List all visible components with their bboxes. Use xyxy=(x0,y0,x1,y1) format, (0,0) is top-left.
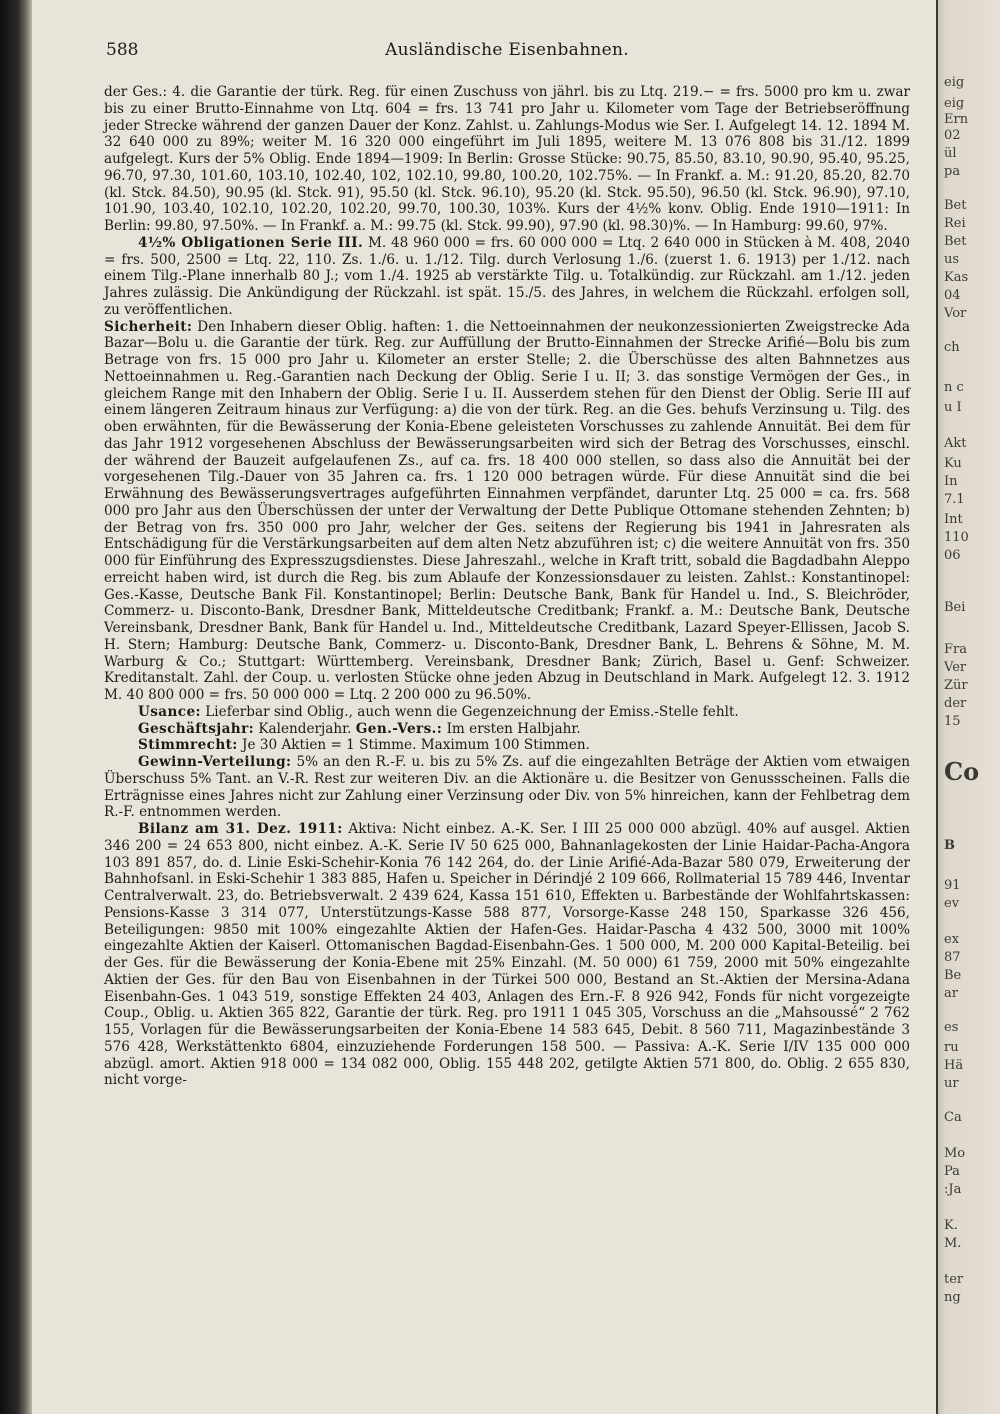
paragraph-text: Im ersten Halbjahr. xyxy=(446,720,581,737)
section-heading: Usance: xyxy=(138,703,201,720)
margin-fragment: Kas xyxy=(944,270,969,285)
paragraph-gewinn-verteilung xyxy=(104,754,910,821)
margin-fragment: In xyxy=(944,474,958,489)
margin-fragment: u I xyxy=(944,400,962,415)
margin-fragment: es xyxy=(944,1020,959,1035)
section-heading: Geschäftsjahr: xyxy=(138,720,255,737)
margin-fragment: K. xyxy=(944,1218,958,1233)
page-header xyxy=(104,40,910,66)
page-number: 588 xyxy=(106,40,139,60)
section-heading: Bilanz am 31. Dez. 1911: xyxy=(138,821,343,837)
margin-fragment: Mo xyxy=(944,1146,966,1161)
adjacent-page-margin xyxy=(936,0,1000,1414)
margin-fragment: Akt xyxy=(944,436,967,451)
paragraph-bilanz xyxy=(104,821,910,1089)
margin-fragment: 110 xyxy=(944,530,969,545)
margin-fragment: Ver xyxy=(944,660,967,675)
paragraph-text: Kalenderjahr. xyxy=(258,720,352,737)
margin-fragment: 04 xyxy=(944,288,961,303)
margin-fragment: der xyxy=(944,696,967,711)
book-binding-shadow xyxy=(0,0,32,1414)
margin-fragment: 87 xyxy=(944,950,961,965)
margin-fragment: Be xyxy=(944,968,962,983)
margin-fragment: n c xyxy=(944,380,964,395)
margin-fragment: ng xyxy=(944,1290,961,1305)
margin-fragment: ur xyxy=(944,1076,959,1091)
paragraph-text: M. 48 960 000 = frs. 60 000 000 = Ltq. 2 640 000 in Stücken à M. 408, 2040 = frs. 500, 2500 = Ltq. 22, 110. Zs. 1./6. u. 1./12. Tilg. durch Verlosung 1./6. (zuerst 1. 6. 1913) per 1./12. nach einem Tilg.-Plane innerhalb 80 J.; vom 1./4. 1925 ab verstärkte Tilg. u. Totalkündig. zur Rückzahl. am 1./12. jeden Jahres zulässig. Die Ankündigung der Rückzahl. ist spät. 15./5. des Jahres, in welchem die Rückzahl. erfolgen soll, zu veröffentlichen. xyxy=(104,234,911,318)
margin-fragment: Rei xyxy=(944,216,966,231)
margin-fragment: eig xyxy=(944,96,965,111)
paragraph-text: Je 30 Aktien = 1 Stimme. Maximum 100 Stimmen. xyxy=(242,737,590,754)
paragraph-stimmrecht xyxy=(104,737,910,754)
paragraph-text: Lieferbar sind Oblig., auch wenn die Gegenzeichnung der Emiss.-Stelle fehlt. xyxy=(205,703,739,720)
section-heading: Stimmrecht: xyxy=(138,737,238,754)
paragraph-obligationen-serie-iii xyxy=(104,235,910,319)
section-heading: Gen.-Vers.: xyxy=(355,720,443,737)
margin-fragment: ch xyxy=(944,340,960,355)
margin-fragment: ex xyxy=(944,932,960,947)
margin-fragment: Vor xyxy=(944,306,967,321)
margin-fragment: Co xyxy=(944,757,980,786)
margin-fragment: ar xyxy=(944,986,958,1001)
paragraph-geschaeftsjahr xyxy=(104,721,910,738)
paragraph-text: 5% an den R.-F. u. bis zu 5% Zs. auf die eingezahlten Beträge der Aktien vom etwaigen Überschuss 5% Tant. an V.-R. Rest zur weiteren Div. an die Aktionäre u. die Besitzer von Genussscheinen. Falls die Erträgnisse eines Jahres nicht zur Zahlung einer Verzinsung oder Div. von 5% hinreichen, kann der Fehlbetrag dem R.-F. entnommen werden. xyxy=(104,754,910,821)
paragraph-sicherheit xyxy=(104,319,910,704)
paragraph-series-ii-guarantee xyxy=(104,84,910,235)
margin-fragment: pa xyxy=(944,164,961,179)
margin-fragment: 91 xyxy=(944,878,961,893)
margin-fragment: Ku xyxy=(944,456,962,471)
margin-fragment: ül xyxy=(944,146,957,161)
margin-fragment: 06 xyxy=(944,548,961,563)
margin-fragment: 02 xyxy=(944,128,961,143)
paragraph-usance xyxy=(104,704,910,721)
margin-fragment: M. xyxy=(944,1236,962,1251)
margin-fragment: ev xyxy=(944,896,960,911)
margin-fragment: Ern xyxy=(944,112,969,127)
margin-fragment: 7.1 xyxy=(944,492,965,507)
margin-fragment: Int xyxy=(944,512,963,527)
section-heading: Sicherheit: xyxy=(104,318,193,335)
margin-fragment: eig xyxy=(944,75,965,90)
section-heading: 4½% Obligationen Serie III. xyxy=(138,234,364,251)
margin-fragment: ter xyxy=(944,1272,964,1287)
margin-fragment: Zür xyxy=(944,678,968,693)
margin-fragment: :Ja xyxy=(944,1182,962,1197)
paragraph-text: Den Inhabern dieser Oblig. haften: 1. die Nettoeinnahmen der neukonzessionierten Zweigstrecke Ada Bazar—Bolu u. die Garantie der türk. Reg. zur Auffüllung der Brutto-Einnahmen der Strecke Arifié—Bolu bis zum Betrage von frs. 15 000 pro Jahr u. Kilometer an erster Stelle; 2. die Überschüsse des alten Bahnnetzes aus Nettoeinnahmen u. Reg.-Garantien nach Deckung der Oblig. Serie I u. II; 3. das sonstige Vermögen der Ges., in gleichem Range mit den Inhabern der Oblig. Serie I u. II. Ausserdem stehen für den Dienst der Oblig. Serie III auf einem längeren Zeitraum hinaus zur Verfügung: a) die von der türk. Reg. an die Ges. behufs Verzinsung u. Tilg. des oben erwähnten, für die Bewässerung der Konia-Ebene geleisteten Vorschusses zu zahlende Annuität. Bei dem für das Jahr 1912 vorgesehenen Abschluss der Bewässerungsarbeiten wird sich der Betrag des Vorschusses, einschl. der während der Bauzeit aufgelaufenen Zs., auf ca. frs. 18 400 000 stellen, so dass also die Annuität bei der vorgesehenen Tilg.-Dauer von 35 Jahren ca. frs. 1 120 000 betragen würde. Für diese Annuität sind die bei Erwähnung des Bewässerungsvertrages aufgeführten Einnahmen verpfändet, darunter Ltq. 25 000 = ca. frs. 568 000 pro Jahr aus den Überschüssen der unter der Verwaltung der Dette Publique Ottomane stehenden Zehnten; b) der Betrag von frs. 350 000 pro Jahr, welcher der Ges. seitens der Regierung bis 1941 in Jahresraten als Entschädigung für die Verstärkungsarbeiten auf dem alten Netz abzuführen ist; c) die weitere Annuität von frs. 350 000 für Einführung des Expresszugsdienstes. Diese Jahreszahl., welche in Kraft tritt, sobald die Bagdadbahn Aleppo erreicht haben wird, ist durch die Reg. bis zum Ablaufe der Konzessionsdauer zu leisten. Zahlst.: Konstantinopel: Ges.-Kasse, Deutsche Bank Fil. Konstantinopel; Berlin: Deutsche Bank, Bank für Handel u. Ind., S. Bleichröder, Commerz- u. Disconto-Bank, Dresdner Bank, Mitteldeutsche Creditbank; Frankf. a. M.: Deutsche Bank, Deutsche Vereinsbank, Dresdner Bank, Bank für Handel u. Ind., Mitteldeutsche Creditbank, Lazard Speyer-Ellissen, Jacob S. H. Stern; Hamburg: Deutsche Bank, Commerz- u. Disconto-Bank, Dresdner Bank, L. Behrens & Söhne, M. M. Warburg & Co.; Stuttgart: Württemberg. Vereinsbank, Dresdner Bank; Zürich, Basel u. Genf: Schweizer. Kreditanstalt. Zahl. der Coup. u. verlosten Stücke ohne jeden Abzug in Deutschland in Mark. Aufgelegt 12. 3. 1912 M. 40 800 000 = frs. 50 000 000 = Ltq. 2 200 000 zu 96.50%. xyxy=(104,318,910,703)
margin-fragment: Pa xyxy=(944,1164,960,1179)
margin-fragment: ru xyxy=(944,1040,959,1055)
margin-fragment: B xyxy=(944,838,955,853)
margin-fragment: 15 xyxy=(944,714,961,729)
paragraph-text: Aktiva: Nicht einbez. A.-K. Ser. I III 25 000 000 abzügl. 40% auf ausgel. Aktien 346 200 = 24 653 800, nicht einbez. A.-K. Serie IV 50 625 000, Bahnanlagekosten der Linie Haidar-Pacha-Angora 103 891 857, do. d. Linie Eski-Schehir-Konia 76 142 264, do. der Linie Arifié-Ada-Bazar 580 079, Erweiterung der Bahnhofsanl. in Eski-Schehir 1 383 885, Hafen u. Speicher in Dérindjé 2 109 666, Rollmaterial 15 789 446, Inventar Centralverwalt. 23, do. Betriebsverwalt. 2 439 624, Kassa 151 610, Effekten u. Barbestände der Wohlfahrtskassen: Pensions-Kasse 3 314 077, Unterstützungs-Kasse 588 877, Vorsorge-Kasse 248 150, Sparkasse 326 456, Beteiligungen: 9850 mit 100% eingezahlte Aktien der Hafen-Ges. Haidar-Pascha 4 432 500, 3000 mit 100% eingezahlte Aktien der Kaiserl. Ottomanischen Bagdad-Eisenbahn-Ges. 1 500 000, M. 200 000 Kapital-Beteilig. bei der Ges. für die Bewässerung der Konia-Ebene mit 25% Einzahl. (M. 50 000) 61 759, 2000 mit 50% eingezahlte Aktien der Ges. für den Bau von Eisenbahnen in der Türkei 500 000, Bestand an St.-Aktien der Mersina-Adana Eisenbahn-Ges. 1 043 519, sonstige Effekten 24 403, Anlagen des Ern.-F. 8 926 942, Fonds für nicht vorgezeigte Coup., Oblig. u. Aktien 365 822, Garantie der türk. Reg. pro 1911 1 045 305, Vorschuss an die „Mahsoussé“ 2 762 155, Vorlagen für die Bewässerungsarbeiten der Konia-Ebene 14 583 645, Debit. 8 560 711, Magazinbestände 3 576 428, Werkstättenkto 6804, einzuziehende Forderungen 158 500. — Passiva: A.-K. Serie I/IV 135 000 000 abzügl. amort. Aktien 918 000 = 134 082 000, Oblig. 155 448 202, getilgte Aktien 571 800, do. Oblig. 2 655 830, nicht vorge- xyxy=(104,821,911,1089)
margin-fragment: Bei xyxy=(944,600,966,615)
margin-fragment: Ca xyxy=(944,1110,962,1125)
margin-fragment: Bet xyxy=(944,234,967,249)
margin-fragment: Bet xyxy=(944,198,967,213)
section-heading: Gewinn-Verteilung: xyxy=(138,754,292,770)
margin-fragment: us xyxy=(944,252,960,267)
book-page xyxy=(104,40,910,1400)
running-title: Ausländische Eisenbahnen. xyxy=(385,40,629,60)
margin-fragment: Fra xyxy=(944,642,967,657)
paragraph-text: der Ges.: 4. die Garantie der türk. Reg. für einen Zuschuss von jährl. bis zu Ltq. 219.− = frs. 5000 pro km u. zwar bis zu einer Brutto-Einnahme von Ltq. 604 = frs. 13 741 pro Jahr u. Kilometer vom Tage der Betriebseröffnung jeder Strecke während der ganzen Dauer der Konz. Zahlst. u. Zahlungs-Modus wie Ser. I. Aufgelegt 14. 12. 1894 M. 32 640 000 zu 89%; weiter M. 16 320 000 eingeführt im Juli 1895, weitere M. 13 076 808 bis 31./12. 1899 aufgelegt. Kurs der 5% Oblig. Ende 1894—1909: In Berlin: Grosse Stücke: 90.75, 85.50, 83.10, 90.90, 95.40, 95.25, 96.70, 97.30, 101.60, 103.10, 102.40, 102, 102.10, 99.80, 100.20, 102.75%. — In Frankf. a. M.: 91.20, 85.20, 82.70 (kl. Stck. 84.50), 90.95 (kl. Stck. 91), 95.50 (kl. Stck. 96.10), 95.20 (kl. Stck. 95.50), 96.50 (kl. Stck. 96.90), 97.10, 101.90, 103.40, 102.10, 102.20, 102.20, 99.70, 100.30, 103%. Kurs der 4½% konv. Oblig. Ende 1910—1911: In Berlin: 99.80, 97.50%. — In Frankf. a. M.: 99.75 (kl. Stck. 99.90), 97.90 (kl. 98.30)%. — In Hamburg: 99.60, 97%. xyxy=(104,84,910,234)
margin-fragment: Hä xyxy=(944,1058,964,1073)
